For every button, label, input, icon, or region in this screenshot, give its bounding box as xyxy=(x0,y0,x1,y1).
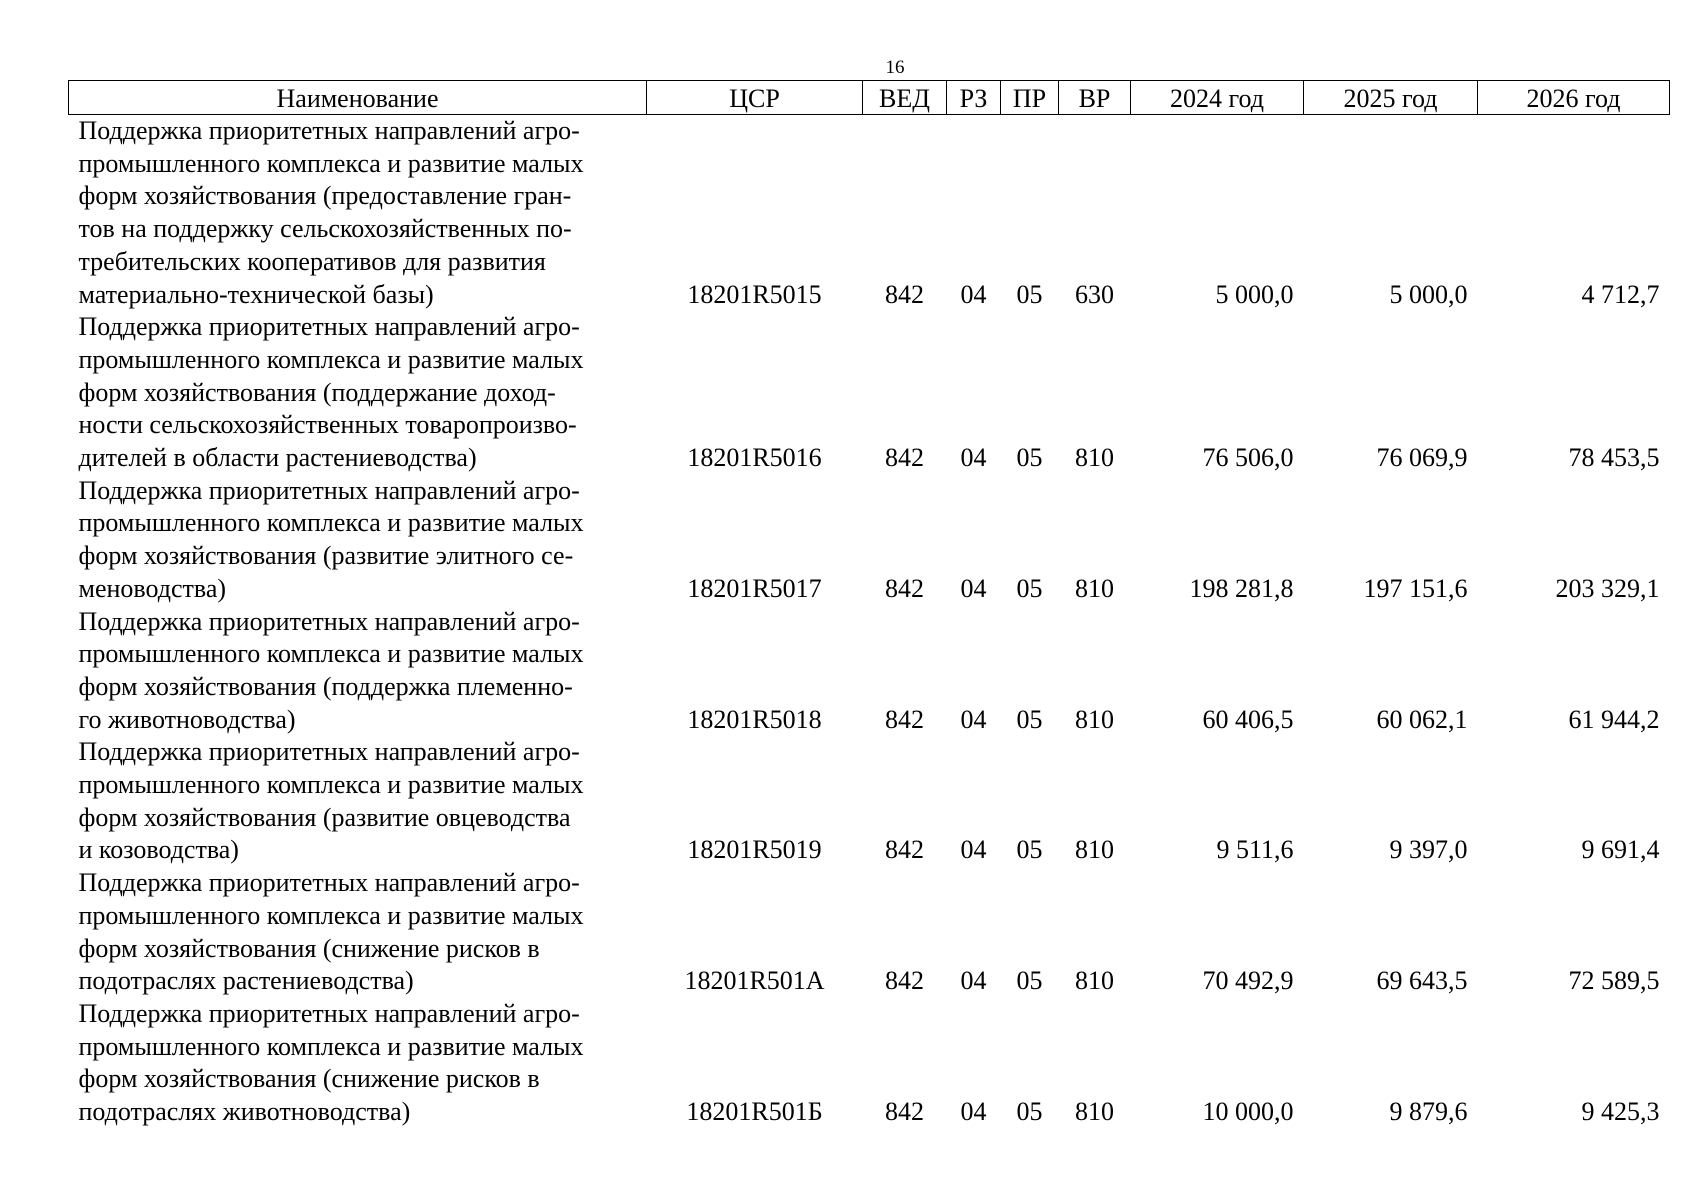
cell-name xyxy=(69,311,647,475)
cell-2024: 76 506,0 xyxy=(1202,443,1294,473)
cell-2025: 9 879,6 xyxy=(1389,1097,1468,1127)
cell-csr: 18201R5016 xyxy=(687,443,822,473)
cell-rz: 04 xyxy=(960,443,987,473)
name-line: промышленного комплекса и развитие малых xyxy=(78,344,584,374)
cell-vr: 630 xyxy=(1075,279,1114,309)
name-line: промышленного комплекса и развитие малых xyxy=(78,639,584,669)
cell-2026: 72 589,5 xyxy=(1568,966,1660,996)
cell-name xyxy=(69,475,647,606)
name-line: форм хозяйствования (поддержание доход- xyxy=(78,377,556,407)
name-line: требительских кооперативов для развития xyxy=(78,246,546,276)
cell-2024: 9 511,6 xyxy=(1216,835,1294,865)
header-rz: РЗ xyxy=(947,81,1001,115)
cell-2024: 198 281,8 xyxy=(1189,573,1294,603)
name-line: го животноводства) xyxy=(78,704,296,734)
cell-vr: 810 xyxy=(1075,835,1114,865)
name-line: Поддержка приоритетных направлений агро- xyxy=(78,606,580,636)
name-line: Поддержка приоритетных направлений агро- xyxy=(78,116,580,145)
name-line: подотраслях растениеводства) xyxy=(78,966,414,996)
name-line: тов на поддержку сельскохозяйственных по- xyxy=(78,214,572,244)
name-line: дителей в области растениеводства) xyxy=(78,443,477,473)
name-line: форм хозяйствования (снижение рисков в xyxy=(78,1064,540,1094)
cell-2026: 4 712,7 xyxy=(1581,279,1660,309)
table-row xyxy=(69,736,1670,867)
cell-2026: 61 944,2 xyxy=(1568,704,1660,734)
name-line: промышленного комплекса и развитие малых xyxy=(78,770,584,800)
cell-name xyxy=(69,998,647,1129)
cell-2026: 9 691,4 xyxy=(1581,835,1660,865)
name-line: промышленного комплекса и развитие малых xyxy=(78,148,584,178)
cell-pr: 05 xyxy=(1016,1097,1043,1127)
cell-2026: 78 453,5 xyxy=(1568,443,1660,473)
cell-2024: 5 000,0 xyxy=(1215,279,1294,309)
cell-rz: 04 xyxy=(960,704,987,734)
header-2024: 2024 год xyxy=(1131,81,1304,115)
name-line: промышленного комплекса и развитие малых xyxy=(78,900,584,930)
cell-csr: 18201R5017 xyxy=(687,573,822,603)
name-line: меноводства) xyxy=(78,573,227,603)
name-line: промышленного комплекса и развитие малых xyxy=(78,1031,584,1061)
cell-pr: 05 xyxy=(1016,835,1043,865)
cell-2025: 60 062,1 xyxy=(1376,704,1468,734)
header-2025: 2025 год xyxy=(1304,81,1478,115)
header-row xyxy=(69,81,1670,115)
cell-rz: 04 xyxy=(960,966,987,996)
name-line: форм хозяйствования (снижение рисков в xyxy=(78,933,540,963)
name-line: форм хозяйствования (развитие элитного се- xyxy=(78,541,574,571)
table-row xyxy=(69,867,1670,998)
cell-name xyxy=(69,736,647,867)
cell-vr: 810 xyxy=(1075,966,1114,996)
header-vr: ВР xyxy=(1059,81,1131,115)
name-line: Поддержка приоритетных направлений агро- xyxy=(78,475,580,505)
name-line: материально-технической базы) xyxy=(78,279,434,309)
cell-2024: 10 000,0 xyxy=(1202,1097,1294,1127)
cell-pr: 05 xyxy=(1016,573,1043,603)
cell-2026: 203 329,1 xyxy=(1555,573,1660,603)
cell-ved: 842 xyxy=(885,279,924,309)
cell-2025: 9 397,0 xyxy=(1389,835,1468,865)
table-body xyxy=(69,115,1670,1129)
cell-rz: 04 xyxy=(960,1097,987,1127)
cell-name xyxy=(69,606,647,737)
table-row xyxy=(69,311,1670,475)
cell-name xyxy=(69,115,647,312)
name-line: промышленного комплекса и развитие малых xyxy=(78,508,584,538)
cell-csr: 18201R5019 xyxy=(687,835,822,865)
cell-2025: 197 151,6 xyxy=(1363,573,1468,603)
cell-vr: 810 xyxy=(1075,443,1114,473)
cell-ved: 842 xyxy=(885,443,924,473)
name-line: ности сельскохозяйственных товаропроизво- xyxy=(78,410,577,440)
cell-csr: 18201R501Б xyxy=(686,1097,823,1127)
table-row xyxy=(69,998,1670,1129)
cell-pr: 05 xyxy=(1016,966,1043,996)
cell-2025: 69 643,5 xyxy=(1376,966,1468,996)
name-line: Поддержка приоритетных направлений агро- xyxy=(78,998,580,1028)
budget-table xyxy=(68,80,1670,1129)
cell-2026: 9 425,3 xyxy=(1581,1097,1660,1127)
name-line: и козоводства) xyxy=(78,835,239,865)
table-row xyxy=(69,606,1670,737)
table-row xyxy=(69,115,1670,312)
cell-vr: 810 xyxy=(1075,573,1114,603)
cell-pr: 05 xyxy=(1016,279,1043,309)
name-line: Поддержка приоритетных направлений агро- xyxy=(78,737,580,767)
cell-csr: 18201R5015 xyxy=(687,279,822,309)
header-name: Наименование xyxy=(69,81,647,115)
cell-pr: 05 xyxy=(1016,704,1043,734)
cell-vr: 810 xyxy=(1075,704,1114,734)
cell-csr: 18201R501А xyxy=(684,966,825,996)
name-line: форм хозяйствования (поддержка племенно- xyxy=(78,671,573,701)
name-line: форм хозяйствования (развитие овцеводства xyxy=(78,802,571,832)
table-row xyxy=(69,475,1670,606)
cell-ved: 842 xyxy=(885,704,924,734)
cell-2024: 70 492,9 xyxy=(1202,966,1294,996)
cell-ved: 842 xyxy=(885,1097,924,1127)
cell-ved: 842 xyxy=(885,835,924,865)
cell-2024: 60 406,5 xyxy=(1202,704,1294,734)
cell-name xyxy=(69,867,647,998)
header-pr: ПР xyxy=(1001,81,1059,115)
name-line: подотраслях животноводства) xyxy=(78,1097,411,1127)
cell-pr: 05 xyxy=(1016,443,1043,473)
name-line: Поддержка приоритетных направлений агро- xyxy=(78,868,580,898)
cell-csr: 18201R5018 xyxy=(687,704,822,734)
header-ved: ВЕД xyxy=(863,81,947,115)
header-2026: 2026 год xyxy=(1478,81,1670,115)
name-line: Поддержка приоритетных направлений агро- xyxy=(78,312,580,342)
cell-vr: 810 xyxy=(1075,1097,1114,1127)
header-csr: ЦСР xyxy=(647,81,863,115)
cell-rz: 04 xyxy=(960,279,987,309)
cell-2025: 76 069,9 xyxy=(1376,443,1468,473)
cell-ved: 842 xyxy=(885,573,924,603)
page-number: 16 xyxy=(885,57,905,78)
name-line: форм хозяйствования (предоставление гран- xyxy=(78,181,572,211)
cell-ved: 842 xyxy=(885,966,924,996)
cell-rz: 04 xyxy=(960,835,987,865)
cell-2025: 5 000,0 xyxy=(1389,279,1468,309)
cell-rz: 04 xyxy=(960,573,987,603)
